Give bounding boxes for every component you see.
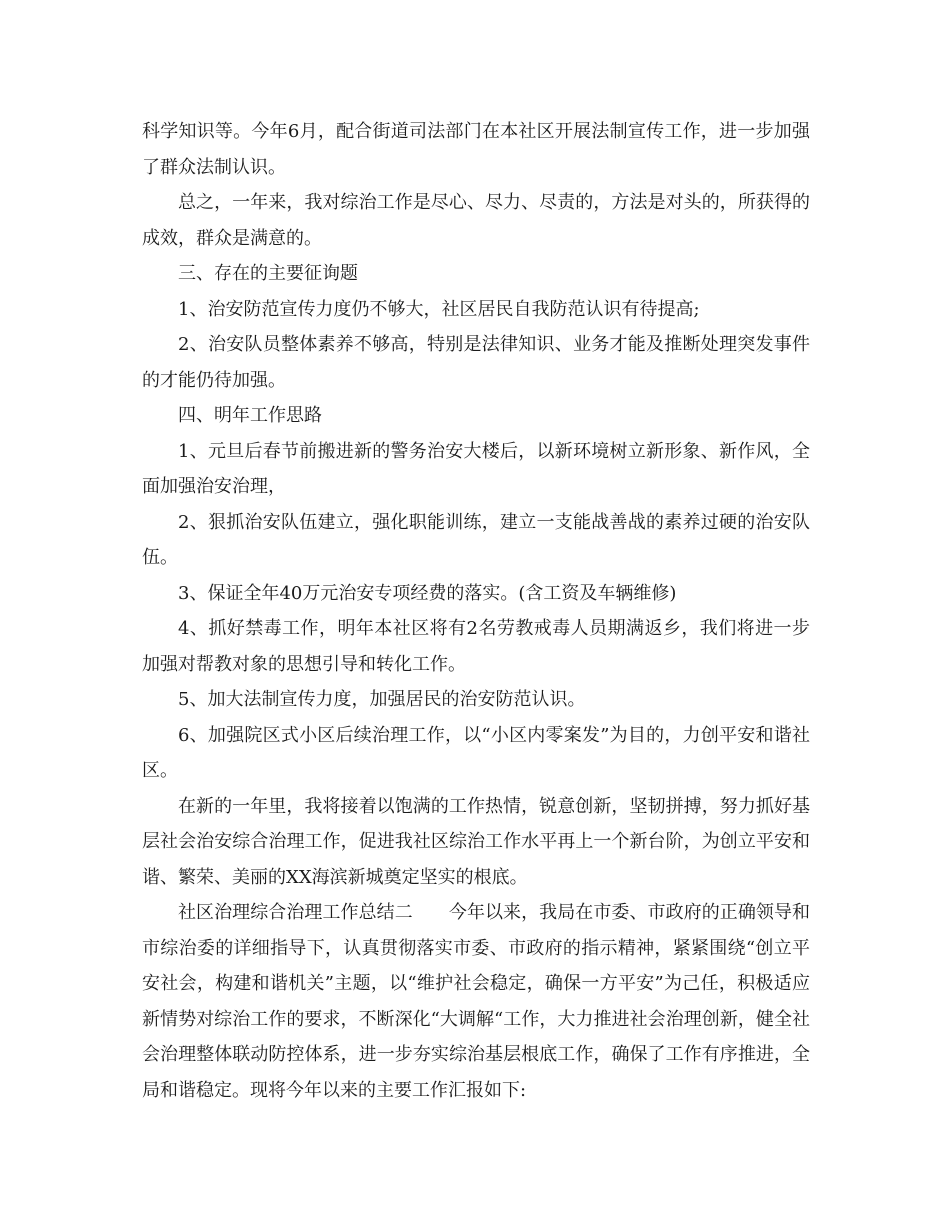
paragraph-14: 社区治理综合治理工作总结二 今年以来，我局在市委、市政府的正确领导和市综治委的详细指导下，认真贯彻落实市委、市政府的指示精神，紧紧围绕“创立平安社会，构建和谐机关”主题，以“维护社会稳定，确保一方平安”为己任，积极适应新情势对综治工作的要求，不断深化“大调解“工作，大力推进社会治理创新，健全社会治理整体联动防控体系，进一步夯实综治基层根底工作，确保了工作有序推进，全局和谐稳定。现将今年以来的主要工作汇报如下:	[142, 902, 810, 1101]
paragraph-4: 1、治安防范宣传力度仍不够大，社区居民自我防范认识有待提高;	[178, 298, 700, 320]
paragraph-9: 3、保证全年40万元治安专项经费的落实。(含工资及车辆维修)	[178, 582, 677, 604]
paragraph-5: 2、治安队员整体素养不够高，特别是法律知识、业务才能及推断处理突发事件的才能仍待加强。	[142, 334, 810, 391]
paragraph-8: 2、狠抓治安队伍建立，强化职能训练，建立一支能战善战的素养过硬的治安队伍。	[142, 511, 810, 568]
paragraph-2: 总之，一年来，我对综治工作是尽心、尽力、尽责的，方法是对头的，所获得的成效，群众是满意的。	[142, 192, 810, 249]
paragraph-1: 科学知识等。今年6月，配合街道司法部门在本社区开展法制宣传工作，进一步加强了群众法制认识。	[142, 121, 810, 178]
document-page	[142, 114, 810, 1108]
paragraph-10: 4、抓好禁毒工作，明年本社区将有2名劳教戒毒人员期满返乡，我们将进一步加强对帮教对象的思想引导和转化工作。	[142, 618, 810, 675]
section-heading-4: 四、明年工作思路	[178, 405, 322, 426]
section-heading-3: 三、存在的主要征询题	[178, 263, 358, 284]
paragraph-12: 6、加强院区式小区后续治理工作，以“小区内零案发”为目的，力创平安和谐社区。	[142, 724, 810, 781]
paragraph-13: 在新的一年里，我将接着以饱满的工作热情，锐意创新，坚韧拼搏，努力抓好基层社会治安综合治理工作，促进我社区综治工作水平再上一个新台阶，为创立平安和谐、繁荣、美丽的XX海滨新城奠定坚实的根底。	[142, 795, 810, 888]
paragraph-7: 1、元旦后春节前搬进新的警务治安大楼后，以新环境树立新形象、新作风，全面加强治安治理，	[142, 440, 810, 497]
paragraph-11: 5、加大法制宣传力度，加强居民的治安防范认识。	[178, 689, 586, 710]
